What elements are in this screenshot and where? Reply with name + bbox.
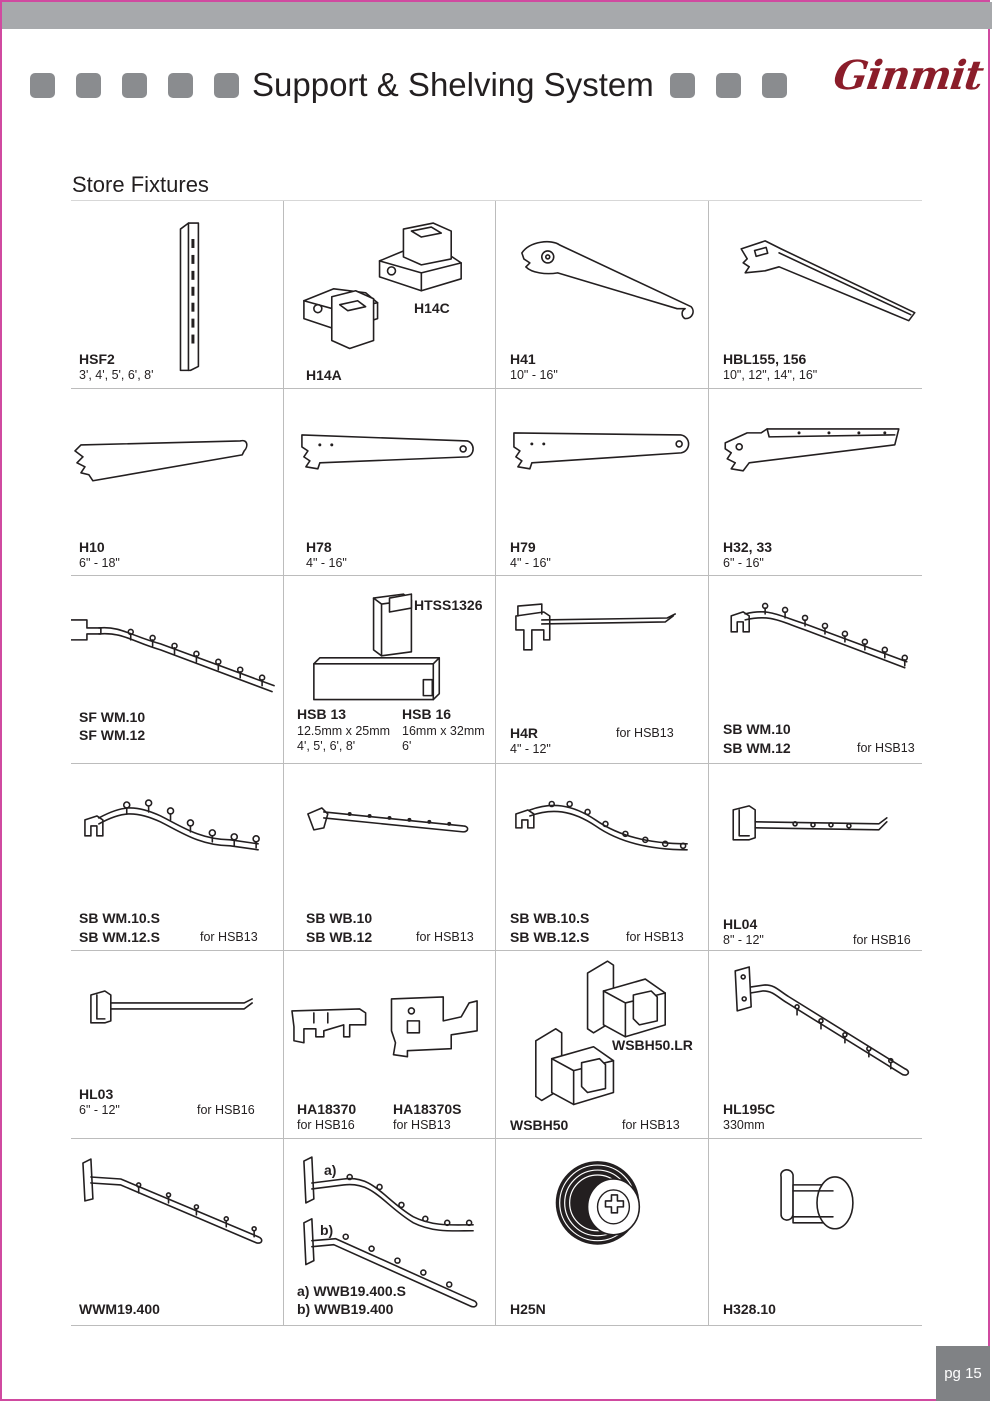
page-title: Support & Shelving System (252, 66, 654, 103)
figure-label: b) (320, 1221, 334, 1238)
product-cell-sfwm (71, 576, 284, 764)
product-code: SB WB.12.S (510, 928, 590, 945)
product-code: HSF2 (79, 351, 115, 367)
product-cell-sbwm (709, 576, 922, 764)
compatibility-note: for HSB13 (393, 1118, 451, 1132)
product-cell-wsbh50 (496, 951, 709, 1139)
product-size: 6" - 18" (79, 555, 120, 570)
product-size: 16mm x 32mm (402, 724, 485, 738)
product-cell-h10 (71, 389, 284, 577)
product-size: 6' (402, 739, 412, 753)
product-size: 10" - 16" (510, 368, 558, 382)
product-code: HL195C (723, 1101, 776, 1117)
header-square-icon (716, 73, 741, 98)
brand-logo: Ginmit (830, 52, 986, 99)
product-cell-ha18370 (284, 951, 496, 1139)
square-tube-bracket-icon (284, 201, 495, 388)
compatibility-note: for HSB13 (857, 741, 915, 755)
product-cell-h25n (496, 1139, 709, 1327)
product-size: 3', 4', 5', 6', 8' (79, 368, 154, 382)
product-cell-hsb (284, 576, 496, 764)
product-code: HSB 13 (297, 706, 347, 722)
product-size: 6" - 16" (723, 555, 764, 570)
product-size: 10", 12", 14", 16" (723, 368, 818, 382)
product-code: H79 (510, 538, 536, 555)
product-code: WSBH50 (510, 1117, 569, 1133)
compatibility-note: for HSB16 (297, 1118, 355, 1132)
product-cell-sbwms (71, 764, 284, 952)
product-code: HBL155, 156 (723, 351, 807, 367)
product-cell-sbwb (284, 764, 496, 952)
product-cell-h32 (709, 389, 922, 577)
product-code: H32, 33 (723, 538, 773, 555)
product-code: HL04 (723, 915, 758, 932)
product-cell-h14 (284, 201, 496, 389)
header-square-icon (30, 73, 55, 98)
product-code: H4R (510, 725, 539, 741)
product-cell-wwm19 (71, 1139, 284, 1327)
end-cap-icon (709, 1139, 922, 1326)
header-square-icon (762, 73, 787, 98)
product-cell-h79 (496, 389, 709, 577)
header-square-icon (214, 73, 239, 98)
compatibility-note: for HSB16 (197, 1103, 255, 1117)
product-code: b) WWB19.400 (297, 1300, 394, 1317)
product-code: SF WM.12 (79, 727, 146, 743)
product-size: 12.5mm x 25mm (297, 724, 391, 738)
header-square-icon (168, 73, 193, 98)
product-code: H25N (510, 1300, 546, 1317)
header-square-icon (122, 73, 147, 98)
product-code: SB WM.10 (723, 721, 791, 737)
product-cell-hbl155 (709, 201, 922, 389)
product-code: H10 (79, 538, 105, 555)
product-code: SB WM.12 (723, 740, 791, 756)
cable-spool-icon (496, 1139, 708, 1326)
product-cell-h78 (284, 389, 496, 577)
product-cell-sbwbs (496, 764, 709, 952)
compatibility-note: for HSB13 (616, 726, 674, 740)
top-bar (2, 2, 992, 29)
figure-label: H14C (414, 300, 450, 316)
product-code: WWM19.400 (79, 1300, 160, 1317)
product-code: HL03 (79, 1086, 114, 1102)
header-square-icon (670, 73, 695, 98)
product-size: 6" - 12" (79, 1103, 120, 1117)
product-cell-h4r (496, 576, 709, 764)
product-code: SF WM.10 (79, 709, 146, 725)
figure-label: WSBH50.LR (612, 1037, 693, 1053)
product-cell-wwb19 (284, 1139, 496, 1327)
product-code: SB WM.10.S (79, 909, 160, 926)
product-code: H328.10 (723, 1300, 776, 1317)
page-header (30, 60, 808, 110)
compatibility-note: for HSB16 (853, 932, 911, 947)
product-code: H41 (510, 351, 536, 367)
compatibility-note: for HSB13 (416, 929, 474, 944)
product-cell-h328 (709, 1139, 922, 1327)
figure-label: HTSS1326 (414, 597, 483, 613)
product-code: HA18370 (297, 1101, 357, 1117)
product-cell-hsf2 (71, 201, 284, 389)
product-code: HA18370S (393, 1101, 462, 1117)
product-cell-h41 (496, 201, 709, 389)
compatibility-note: for HSB13 (622, 1118, 680, 1132)
product-code: H14A (306, 367, 342, 383)
page-number: pg 15 (936, 1346, 990, 1401)
product-code: SB WB.12 (306, 928, 373, 945)
product-size: 4" - 16" (510, 555, 551, 570)
product-size: 4', 5', 6', 8' (297, 739, 356, 753)
product-code: a) WWB19.400.S (297, 1282, 406, 1299)
product-size: 4" - 12" (510, 742, 551, 756)
figure-label: a) (324, 1161, 337, 1178)
product-code: SB WM.12.S (79, 928, 160, 945)
compatibility-note: for HSB13 (200, 929, 258, 944)
product-code: SB WB.10.S (510, 909, 590, 926)
product-size: 8" - 12" (723, 932, 764, 947)
product-grid (71, 200, 922, 1326)
product-code: H78 (306, 538, 332, 555)
product-size: 330mm (723, 1118, 765, 1132)
section-title: Store Fixtures (72, 172, 209, 197)
product-cell-hl04 (709, 764, 922, 952)
compatibility-note: for HSB13 (626, 929, 684, 944)
slanted-arm-icon (71, 1139, 283, 1326)
product-cell-hl03 (71, 951, 284, 1139)
product-size: 4" - 16" (306, 555, 347, 570)
header-square-icon (76, 73, 101, 98)
product-cell-hl195c (709, 951, 922, 1139)
product-code: SB WB.10 (306, 909, 373, 926)
product-code: HSB 16 (402, 706, 452, 722)
